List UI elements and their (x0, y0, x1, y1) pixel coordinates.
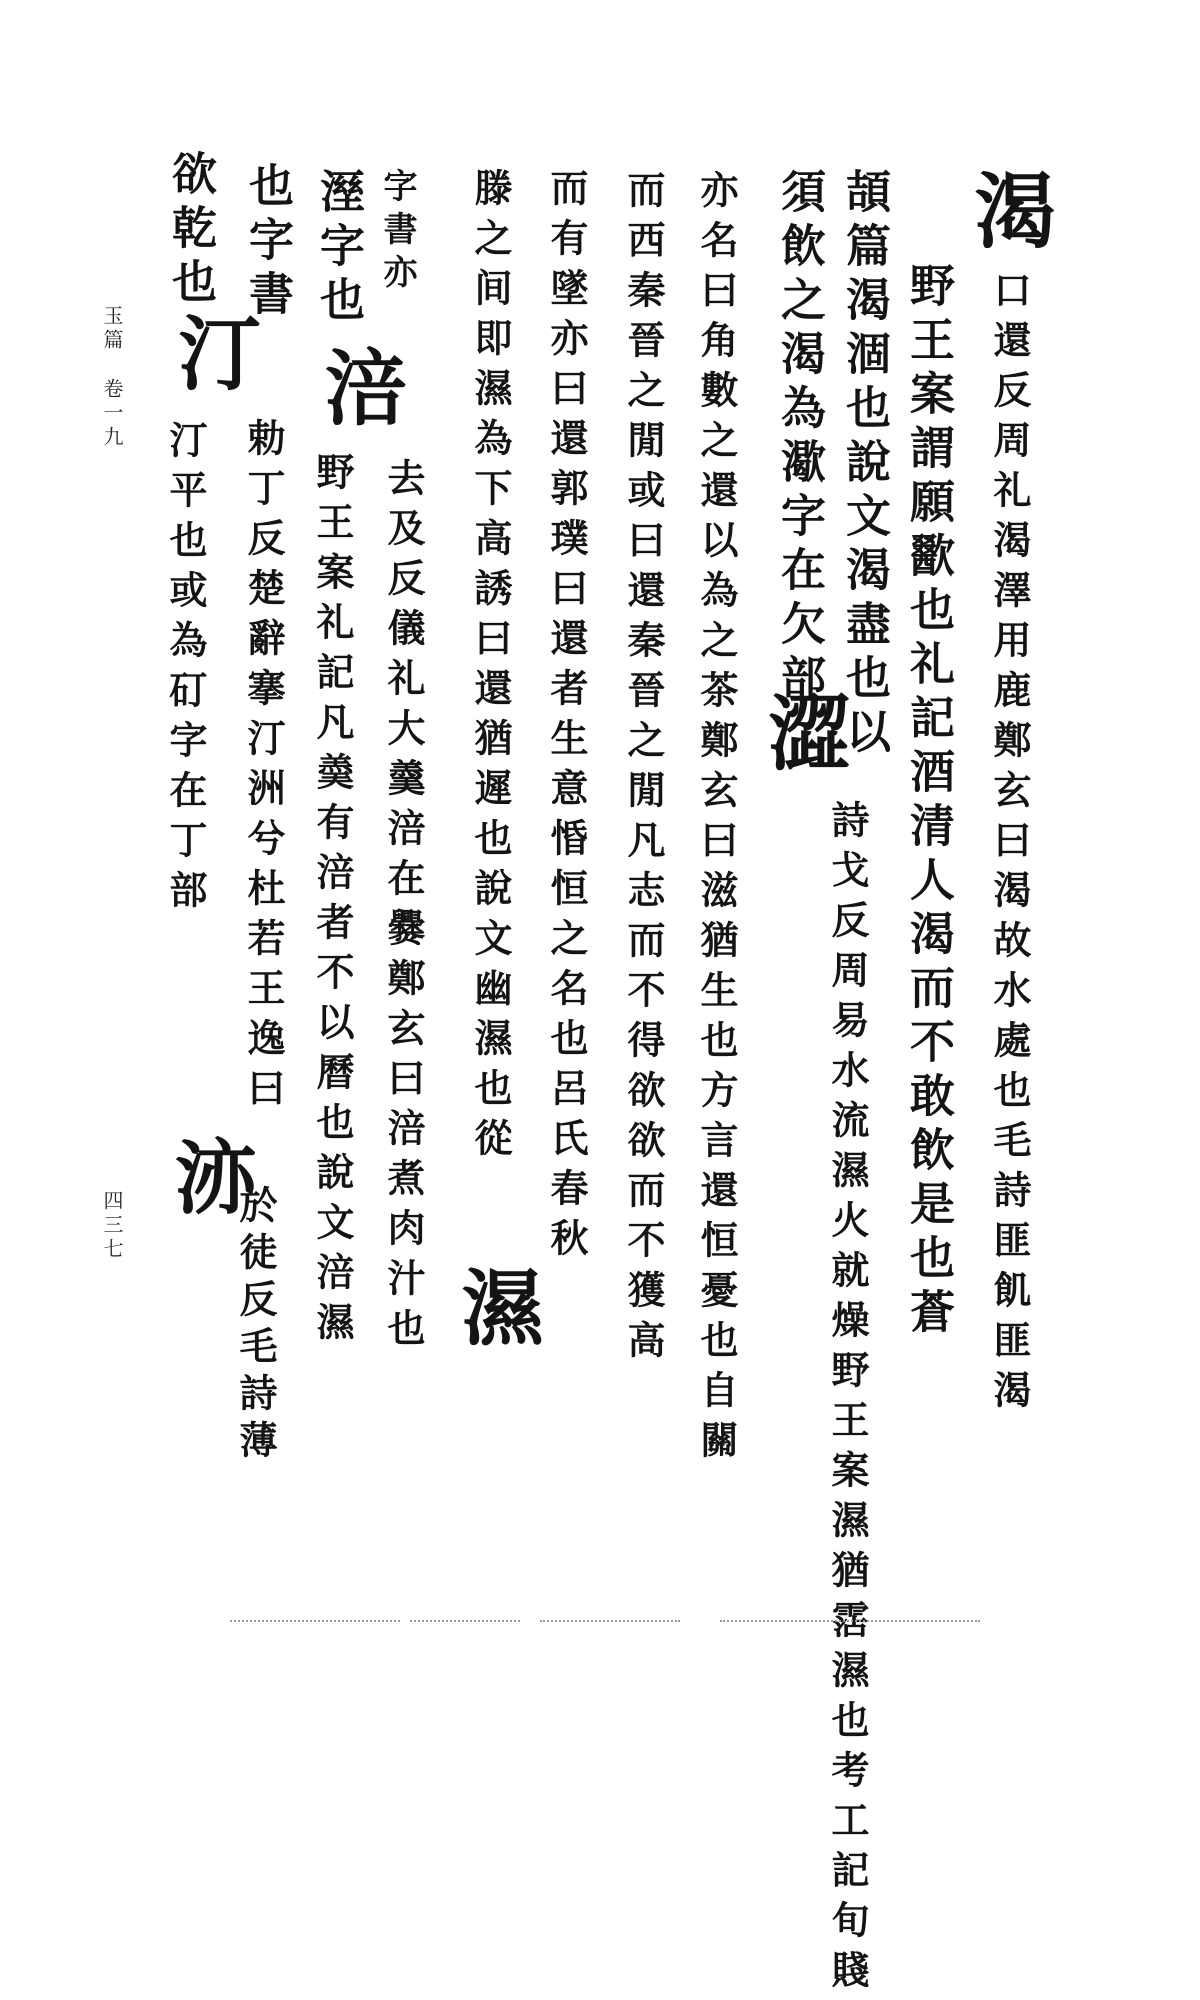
headword-ke: 渴 (961, 168, 1057, 250)
column-2-text: 野王案謂願歠也礼記酒清人渴而不敢飲是也蒼 (902, 262, 955, 1342)
column-16-text: 勅丁反楚辭搴汀洲兮杜若王逸曰 (241, 418, 286, 1118)
headword-qi-block (311, 345, 407, 427)
column-7 (621, 170, 666, 1370)
column-6 (694, 170, 739, 1470)
column-1-text-content: 口還反周礼渴澤用鹿鄭玄曰渴故水處也毛詩匪飢匪渴 (987, 270, 1032, 1420)
headword-wu: 洂 (161, 1135, 257, 1217)
column-14 (310, 452, 355, 1352)
column-5-text: 詩戈反周易水流濕火就燥野王案濕猶霑濕也考工記旬賤 (825, 800, 870, 2000)
book-title: 玉篇 (100, 305, 124, 353)
column-5 (825, 800, 870, 2000)
column-8 (544, 168, 589, 1268)
volume-label: 卷一九 (100, 378, 124, 450)
column-9-text: 滕之间即濕為下高誘曰還猶遲也說文幽濕也從 (468, 168, 513, 1168)
column-15-text: 也字書 (241, 162, 294, 324)
headword-shi: 濕 (448, 1265, 544, 1347)
column-20-text: 於徒反毛詩薄 (233, 1185, 278, 1467)
column-17 (164, 150, 217, 312)
column-11 (377, 168, 417, 297)
column-13 (381, 458, 426, 1358)
column-7-text: 而西秦晉之閒或曰還秦晉之閒凡志而不得欲欲而不獲高 (621, 170, 666, 1370)
column-2 (902, 262, 955, 1342)
column-1-text (987, 270, 1032, 1420)
column-4-text: 須飲之渴為㵣字在欠部 (773, 168, 826, 708)
column-8-text: 而有墜亦曰還郭璞曰還者生意惛恒之名也呂氏春秋 (544, 168, 589, 1268)
scan-artifact-line (540, 1620, 680, 1622)
scan-artifact-line (720, 1620, 980, 1622)
column-3 (838, 168, 891, 762)
column-15 (241, 162, 294, 324)
headword-ting-block (165, 310, 261, 392)
column-12-text: 溼字也 (312, 168, 365, 330)
headword-ting: 汀 (165, 310, 261, 392)
column-18 (163, 420, 208, 920)
headword-qi: 涪 (311, 345, 407, 427)
column-3-text: 頡篇渴涸也說文渴盡也以 (838, 168, 891, 762)
column-12 (312, 168, 365, 330)
column-9 (468, 168, 513, 1168)
column-20 (233, 1185, 278, 1467)
scan-artifact-line (230, 1620, 400, 1622)
column-6-text: 亦名曰角數之還以為之茶鄭玄曰滋猶生也方言還恒憂也自關 (694, 170, 739, 1470)
page-number: 四三七 (100, 1190, 124, 1262)
column-13-text: 去及反儀礼大羹涪在爨鄭玄曰涪煮肉汁也 (381, 458, 426, 1358)
column-14-text: 野王案礼記凡羮有涪者不以曆也說文涪濕 (310, 452, 355, 1352)
column-11-text: 字書亦 (377, 168, 417, 297)
column-18-text: 汀平也或為矴字在丁部 (163, 420, 208, 920)
column-4 (773, 168, 826, 708)
headword-se-block (755, 690, 851, 772)
headword-se: 澀 (755, 690, 851, 772)
column-16 (241, 418, 286, 1118)
column-17-text: 欲乾也 (164, 150, 217, 312)
headword-shi-block (448, 1265, 544, 1347)
scan-artifact-line (410, 1620, 520, 1622)
